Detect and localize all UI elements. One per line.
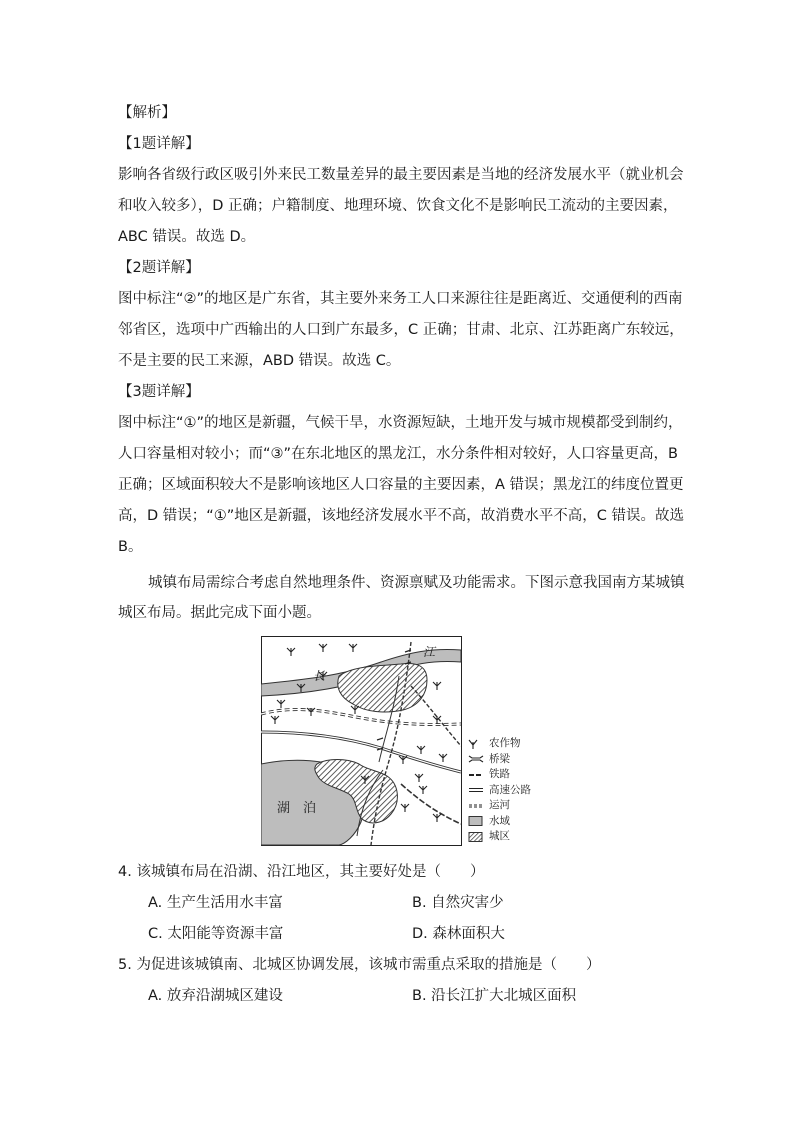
urban-icon	[467, 831, 485, 843]
legend-label-canal: 运河	[489, 799, 510, 811]
analysis-heading: 【解析】	[118, 105, 176, 121]
legend-item-bridge	[467, 752, 557, 768]
q1-line-1: 影响各省级行政区吸引外来民工数量差异的最主要因素是当地的经济发展水平（就业机会	[118, 167, 684, 183]
lake-label: 湖 泊	[277, 801, 317, 816]
legend-item-crop	[467, 736, 557, 752]
canal-icon	[467, 800, 485, 812]
crop-icon	[467, 738, 485, 750]
q3-line-4: 高，D 错误；“①”地区是新疆，该地经济发展水平不高，故消费水平不高，C 错误。故选	[118, 508, 685, 524]
q2-line-3: 不是主要的民工来源，ABD 错误。故选 C。	[118, 353, 401, 369]
q2-line-1: 图中标注“②”的地区是广东省，其主要外来务工人口来源往往是距离近、交通便利的西南	[118, 291, 683, 307]
legend-label-crop: 农作物	[489, 737, 521, 749]
railway-icon	[467, 769, 485, 781]
water-icon	[467, 815, 485, 827]
q1-line-2: 和收入较多），D 正确；户籍制度、地理环境、饮食文化不是影响民工流动的主要因素，	[118, 198, 678, 214]
q3-heading: 【3题详解】	[118, 384, 200, 400]
question-4-option-b[interactable]: B. 自然灾害少	[412, 895, 504, 911]
legend-label-water: 水域	[489, 814, 510, 827]
question-4-stem: 4. 该城镇布局在沿湖、沿江地区，其主要好处是（ ）	[118, 864, 485, 880]
q2-heading: 【2题详解】	[118, 260, 200, 276]
question-4-option-d[interactable]: D. 森林面积大	[412, 926, 505, 942]
map-legend	[467, 736, 557, 845]
legend-label-urban: 城区	[489, 830, 510, 842]
legend-item-highway	[467, 783, 557, 799]
q2-line-2: 邻省区，选项中广西输出的人口到广东最多，C 正确；甘肃、北京、江苏距离广东较远，	[118, 322, 684, 338]
question-5-option-a[interactable]: A. 放弃沿湖城区建设	[148, 988, 283, 1004]
question-4-option-a[interactable]: A. 生产生活用水丰富	[148, 895, 283, 911]
intro-line-2: 城区布局。据此完成下面小题。	[118, 605, 321, 621]
legend-item-canal	[467, 798, 557, 814]
bridge-icon	[467, 753, 485, 765]
question-4-option-c[interactable]: C. 太阳能等资源丰富	[148, 926, 284, 942]
q3-line-1: 图中标注“①”的地区是新疆，气候干旱，水资源短缺，土地开发与城市规模都受到制约，	[118, 415, 683, 431]
legend-label-highway: 高速公路	[489, 783, 531, 796]
legend-label-bridge: 桥梁	[489, 752, 510, 765]
highway-icon	[467, 784, 485, 796]
q3-line-3: 正确；区域面积较大不是影响该地区人口容量的主要因素，A 错误；黑龙江的纬度位置更	[118, 477, 684, 493]
question-5-option-b[interactable]: B. 沿长江扩大北城区面积	[412, 988, 577, 1004]
question-5-stem: 5. 为促进该城镇南、北城区协调发展，该城市需重点采取的措施是（ ）	[118, 957, 601, 973]
legend-label-railway: 铁路	[489, 768, 510, 780]
legend-item-urban	[467, 829, 557, 845]
q1-line-3: ABC 错误。故选 D。	[118, 229, 256, 245]
river-label-right: 江	[423, 645, 436, 659]
q3-line-2: 人口容量相对较小；而“③”在东北地区的黑龙江，水分条件相对较好，人口容量更高，B	[118, 446, 678, 462]
q1-heading: 【1题详解】	[118, 136, 200, 152]
river-label-left: 长	[313, 669, 326, 683]
legend-item-railway	[467, 767, 557, 783]
legend-item-water	[467, 814, 557, 830]
intro-line-1: 城镇布局需综合考虑自然地理条件、资源禀赋及功能需求。下图示意我国南方某城镇	[148, 575, 685, 591]
q3-line-5: B。	[118, 539, 143, 555]
